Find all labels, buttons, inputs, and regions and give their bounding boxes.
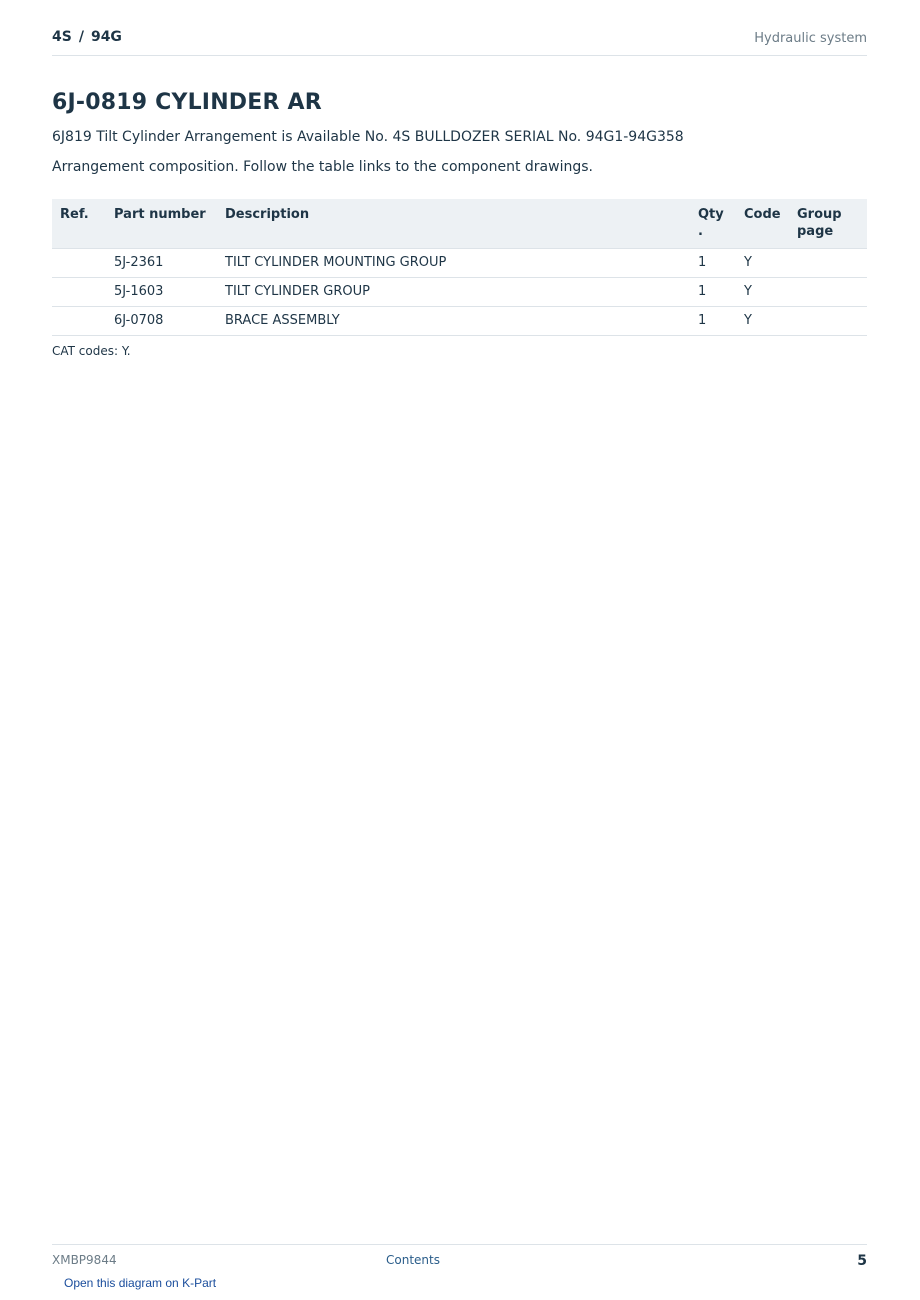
cell-code: Y <box>736 278 789 307</box>
cell-ref <box>52 307 106 336</box>
table-header-row <box>52 199 867 249</box>
cell-group-page <box>789 278 867 307</box>
cell-qty: 1 <box>690 249 736 278</box>
cell-ref <box>52 249 106 278</box>
cell-qty: 1 <box>690 307 736 336</box>
section-name: Hydraulic system <box>754 31 867 46</box>
col-header-description: Description <box>217 199 690 249</box>
document-id: XMBP9844 <box>52 1253 117 1267</box>
intro-text: Arrangement composition. Follow the table links to the component drawings. <box>52 159 593 175</box>
col-header-group-page <box>789 199 867 249</box>
cell-ref <box>52 278 106 307</box>
page-title: 6J-0819 CYLINDER AR <box>52 90 322 115</box>
arrangement-subtitle: 6J819 Tilt Cylinder Arrangement is Available No. 4S BULLDOZER SERIAL No. 94G1-94G358 <box>52 129 684 145</box>
col-header-group-page-label: Group page <box>797 207 842 239</box>
col-header-qty-label: Qty . <box>698 207 724 239</box>
cell-description: TILT CYLINDER GROUP <box>217 278 690 307</box>
page-footer <box>52 1244 867 1275</box>
cell-code: Y <box>736 249 789 278</box>
col-header-qty <box>690 199 736 249</box>
cell-description: TILT CYLINDER MOUNTING GROUP <box>217 249 690 278</box>
cell-part-number[interactable]: 5J-1603 <box>106 278 217 307</box>
table-row <box>52 307 867 336</box>
table-row <box>52 278 867 307</box>
breadcrumb-separator: / <box>78 29 84 45</box>
cell-description: BRACE ASSEMBLY <box>217 307 690 336</box>
page-header <box>52 29 867 56</box>
cell-code: Y <box>736 307 789 336</box>
cell-group-page <box>789 249 867 278</box>
col-header-code: Code <box>736 199 789 249</box>
page-number: 5 <box>857 1253 867 1269</box>
cell-part-number[interactable]: 6J-0708 <box>106 307 217 336</box>
breadcrumb-serial-prefix[interactable]: 94G <box>90 29 122 45</box>
cat-codes-note: CAT codes: Y. <box>52 344 131 358</box>
cell-qty: 1 <box>690 278 736 307</box>
cell-group-page <box>789 307 867 336</box>
parts-table <box>52 199 867 336</box>
table-row <box>52 249 867 278</box>
breadcrumb <box>52 29 122 45</box>
open-on-kpart-link[interactable]: Open this diagram on K-Part <box>64 1276 217 1290</box>
col-header-part-number: Part number <box>106 199 217 249</box>
breadcrumb-model[interactable]: 4S <box>52 29 72 45</box>
contents-link[interactable]: Contents <box>386 1253 440 1267</box>
col-header-ref: Ref. <box>52 199 106 249</box>
cell-part-number[interactable]: 5J-2361 <box>106 249 217 278</box>
